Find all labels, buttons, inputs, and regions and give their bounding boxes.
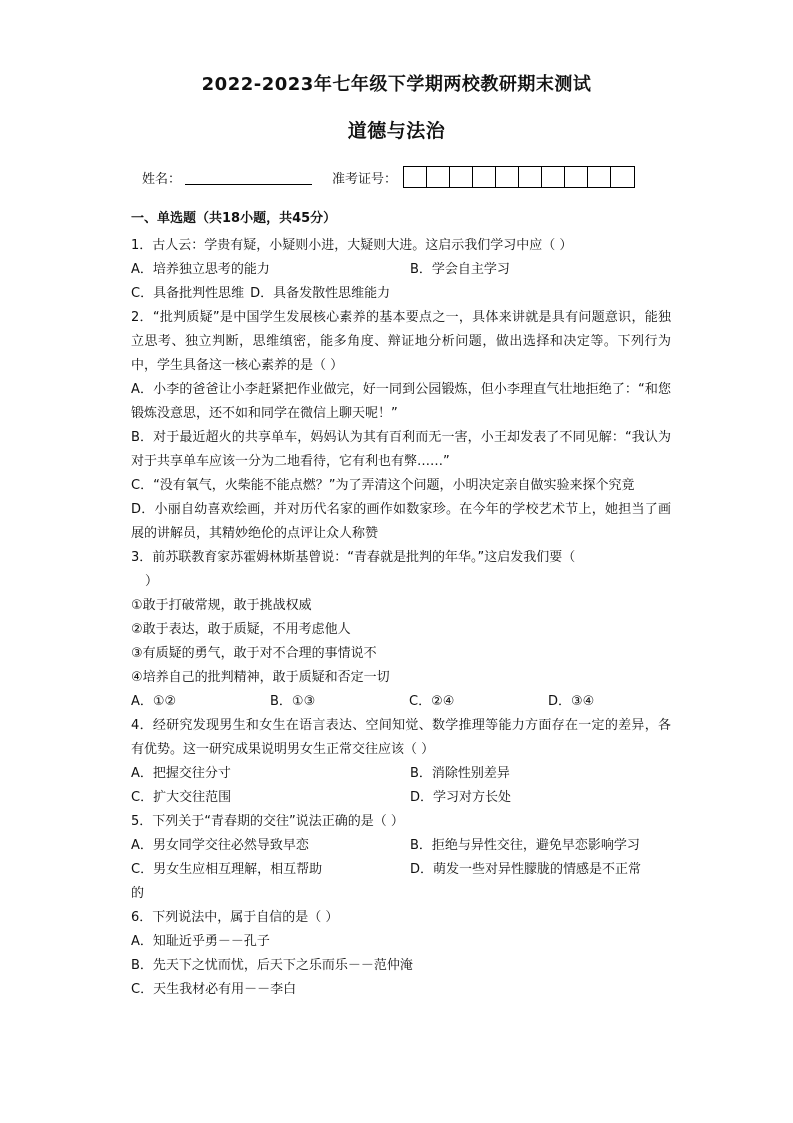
option-d: D．具备发散性思维能力 (250, 286, 391, 301)
option-a: A．①② (131, 694, 177, 709)
option-a: A．小李的爸爸让小李赶紧把作业做完，好一同到公园锻炼，但小李理直气壮地拒绝了：“和您锻炼没意思，还不如和同学在微信上聊天呢！” (131, 382, 671, 421)
question-stem: 6．下列说法中，属于自信的是（ ） (131, 910, 339, 925)
name-label: 姓名： (142, 171, 182, 187)
option-c: C．“没有氧气，火柴能不能点燃？”为了弄清这个问题，小明决定亲自做实验来探个究竟 (131, 478, 635, 493)
student-info-row (142, 166, 635, 188)
option-c: C．天生我材必有用－－李白 (131, 982, 297, 997)
question-stem: 5．下列关于“青春期的交往”说法正确的是（ ） (131, 814, 404, 829)
option-b: B．消除性别差异 (410, 766, 510, 781)
exam-number-box[interactable] (427, 167, 450, 187)
option-c: C．扩大交往范围 (131, 790, 232, 805)
exam-number-box[interactable] (565, 167, 588, 187)
option-a: A．把握交往分寸 (131, 766, 231, 781)
question-stem: 3．前苏联教育家苏霍姆林斯基曾说：“青春就是批判的年华。”这启发我们要（ (131, 550, 576, 565)
option-row (131, 282, 671, 306)
option-c: C．②④ (409, 694, 455, 709)
option-a: A．培养独立思考的能力 (131, 262, 270, 277)
exam-number-box[interactable] (473, 167, 496, 187)
option-row (131, 786, 671, 810)
statement-3: ③有质疑的勇气，敢于对不合理的事情说不 (131, 646, 377, 661)
exam-content (131, 206, 671, 1002)
name-blank[interactable] (185, 170, 312, 185)
option-d-cont: 的 (131, 886, 145, 901)
question-stem: 1．古人云：学贵有疑，小疑则小进，大疑则大进。这启示我们学习中应（ ） (131, 238, 573, 253)
exam-number-box[interactable] (496, 167, 519, 187)
option-a: A．男女同学交往必然导致早恋 (131, 838, 309, 853)
exam-number-box[interactable] (588, 167, 611, 187)
option-d: D．萌发一些对异性朦胧的情感是不正常 (410, 862, 642, 877)
statement-4: ④培养自己的批判精神，敢于质疑和否定一切 (131, 670, 390, 685)
option-b: B．对于最近超火的共享单车，妈妈认为其有百利而无一害，小王却发表了不同见解：“我认为对于共享单车应该一分为二地看待，它有利也有弊……” (131, 430, 671, 469)
question-stem: 2．“批判质疑”是中国学生发展核心素养的基本要点之一，具体来讲就是具有问题意识，能独立思考、独立判断，思维缜密，能多角度、辩证地分析问题，做出选择和决定等。下列行为中，学生具备这一核心素养的是（ ） (131, 310, 671, 373)
exam-number-label: 准考证号： (332, 171, 398, 187)
exam-number-box[interactable] (611, 167, 634, 187)
option-b: B．拒绝与异性交往，避免早恋影响学习 (410, 838, 640, 853)
option-row (131, 762, 671, 786)
option-row (131, 690, 671, 714)
option-c: C．具备批判性思维 (131, 286, 245, 301)
option-d: D．小丽自幼喜欢绘画，并对历代名家的画作如数家珍。在今年的学校艺术节上，她担当了画展的讲解员，其精妙绝伦的点评让众人称赞 (131, 502, 671, 541)
question-stem-cont: ） (145, 574, 159, 589)
exam-number-box[interactable] (450, 167, 473, 187)
option-d: D．学习对方长处 (410, 790, 512, 805)
statement-2: ②敢于表达，敢于质疑，不用考虑他人 (131, 622, 351, 637)
exam-number-box[interactable] (542, 167, 565, 187)
statement-1: ①敢于打破常规，敢于挑战权威 (131, 598, 312, 613)
exam-number-boxes[interactable] (403, 166, 635, 188)
option-c: C．男女生应相互理解，相互帮助 (131, 862, 323, 877)
option-row (131, 834, 671, 858)
exam-title: 2022-2023年七年级下学期两校教研期末测试 (201, 74, 592, 95)
question-stem: 4．经研究发现男生和女生在语言表达、空间知觉、数学推理等能力方面存在一定的差异，各有优势。这一研究成果说明男女生正常交往应该（ ） (131, 718, 671, 757)
subject-title: 道德与法治 (347, 120, 446, 142)
option-a: A．知耻近乎勇－－孔子 (131, 934, 270, 949)
option-row (131, 258, 671, 282)
exam-number-box[interactable] (404, 167, 427, 187)
exam-number-box[interactable] (519, 167, 542, 187)
section-heading: 一、单选题（共18小题，共45分） (131, 211, 337, 226)
option-b: B．学会自主学习 (410, 262, 510, 277)
option-b: B．①③ (270, 694, 316, 709)
option-row (131, 858, 671, 882)
option-d: D．③④ (548, 694, 595, 709)
option-b: B．先天下之忧而忧，后天下之乐而乐－－范仲淹 (131, 958, 413, 973)
